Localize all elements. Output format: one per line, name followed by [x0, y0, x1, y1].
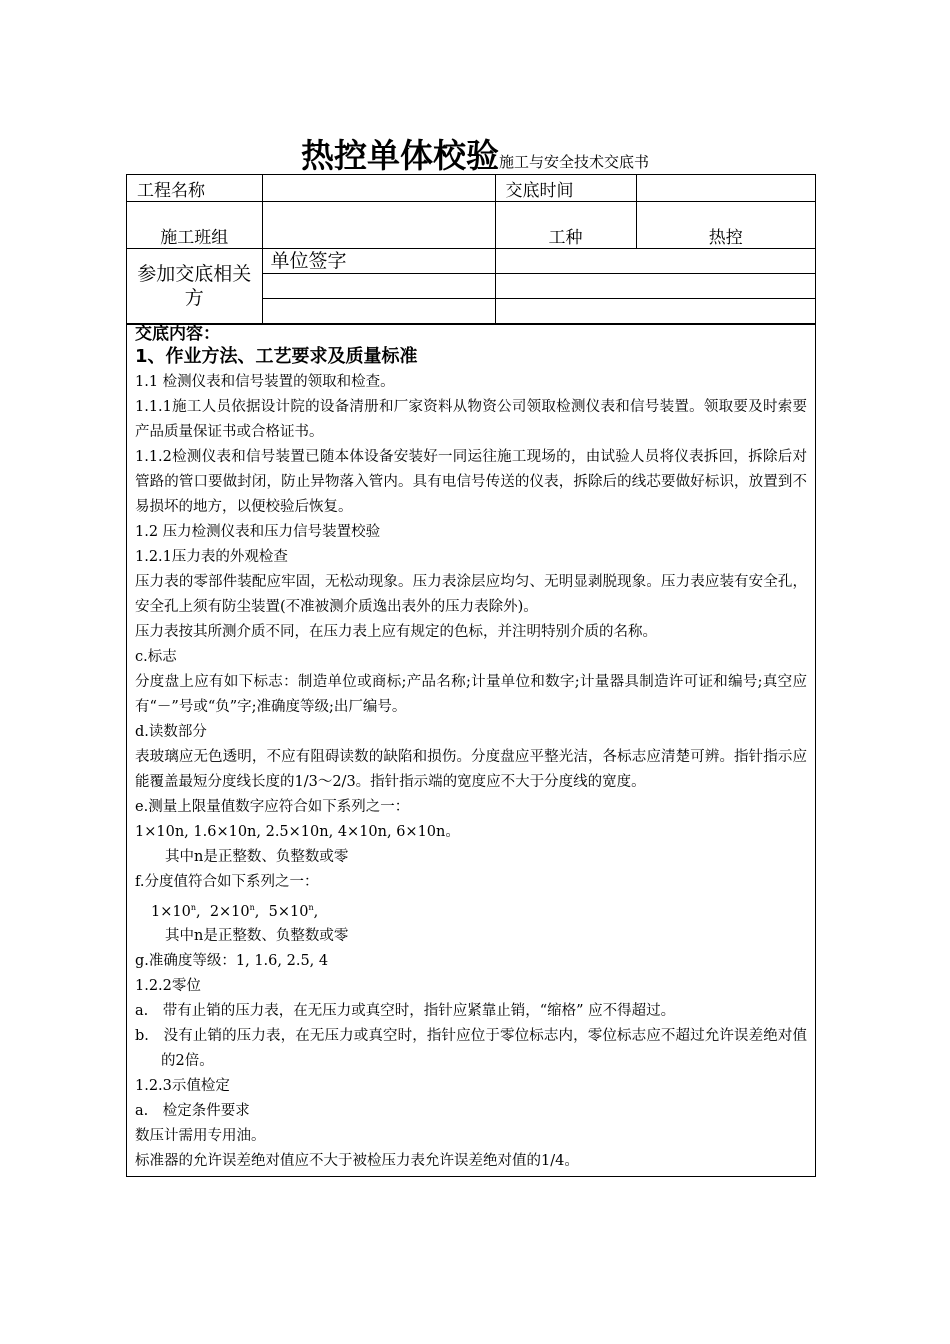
series-line: 1×10n, 1.6×10n, 2.5×10n, 4×10n, 6×10n。: [135, 823, 460, 840]
header-table: [127, 175, 815, 324]
content-section: [127, 324, 815, 1177]
sign-field-1[interactable]: [495, 248, 815, 273]
team-field[interactable]: [262, 201, 495, 248]
paragraph: 其中n是正整数、负整数或零: [165, 848, 349, 865]
paragraph: 表玻璃应无色透明，不应有阻碍读数的缺陷和损伤。分度盘应平整光洁，各标志应清楚可辨。指针指示应能覆盖最短分度线长度的1/3～2/3。指针指示端的宽度应不大于分度线的宽度。: [135, 748, 807, 790]
handover-time-field[interactable]: [636, 175, 815, 201]
paragraph: f.分度值符合如下系列之一：: [135, 873, 319, 890]
paragraph: 标准器的允许误差绝对值应不大于被检压力表允许误差绝对值的1/4。: [135, 1153, 579, 1170]
paragraph: 分度盘上应有如下标志：制造单位或商标;产品名称;计量单位和数字;计量器具制造许可证和编号;真空应有“－”号或“负”字;准确度等级;出厂编号。: [135, 673, 807, 715]
paragraph: 1.1.1施工人员依据设计院的设备清册和厂家资料从物资公司领取检测仪表和信号装置。领取要及时索要产品质量保证书或合格证书。: [135, 398, 807, 440]
title-main: 热控单体校验: [300, 136, 499, 175]
project-name-label: 工程名称: [127, 175, 262, 201]
paragraph: b. 没有止销的压力表，在无压力或真空时，指针应位于零位标志内，零位标志应不超过允许误差绝对值的2倍。: [135, 1028, 807, 1070]
trade-label: 工种: [495, 201, 636, 248]
parties-label: 参加交底相关方: [127, 248, 262, 323]
paragraph: 压力表按其所测介质不同，在压力表上应有规定的色标，并注明特别介质的名称。: [135, 623, 657, 640]
paragraph: 1.1.2检测仪表和信号装置已随本体设备安装好一同运往施工现场的，由试验人员将仪表拆回，拆除后对管路的管口要做封闭，防止异物落入管内。具有电信号传送的仪表，拆除后的线芯要做好标识，放置到不易损坏的地方，以便校验后恢复。: [135, 448, 807, 515]
paragraph: a. 带有止销的压力表，在无压力或真空时，指针应紧靠止销，“缩格” 应不得超过。: [135, 1003, 676, 1020]
paragraph: 压力表的零部件装配应牢固，无松动现象。压力表涂层应均匀、无明显剥脱现象。压力表应装有安全孔，安全孔上须有防尘装置(不准被测介质逸出表外的压力表除外)。: [135, 573, 807, 615]
handover-form: [126, 174, 816, 1177]
unit-sign-label: 单位签字: [262, 248, 495, 273]
paragraph: 1.2 压力检测仪表和压力信号装置校验: [135, 523, 381, 540]
paragraph: a. 检定条件要求: [135, 1103, 250, 1120]
paragraph: g.准确度等级：1, 1.6, 2.5, 4: [135, 953, 329, 970]
paragraph: c.标志: [135, 648, 177, 665]
sign-field-2[interactable]: [495, 273, 815, 298]
paragraph: 数压计需用专用油。: [135, 1128, 266, 1145]
document-title: [0, 130, 950, 177]
party-unit-field-2[interactable]: [262, 273, 495, 298]
paragraph: 1.2.3示值检定: [135, 1078, 230, 1095]
content-label: 交底内容：: [135, 323, 220, 344]
trade-value[interactable]: 热控: [636, 201, 815, 248]
paragraph: d.读数部分: [135, 723, 207, 740]
title-sub: 施工与安全技术交底书: [498, 153, 649, 171]
team-label: 施工班组: [127, 201, 262, 248]
project-name-field[interactable]: [262, 175, 495, 201]
paragraph: 1.1 检测仪表和信号装置的领取和检查。: [135, 373, 395, 390]
handover-time-label: 交底时间: [495, 175, 636, 201]
paragraph: 1.2.1压力表的外观检查: [135, 548, 288, 565]
paragraph: e.测量上限量值数字应符合如下系列之一：: [135, 798, 410, 815]
section-heading: 1、作业方法、工艺要求及质量标准: [135, 345, 418, 367]
paragraph: 1.2.2零位: [135, 978, 201, 995]
party-unit-field-3[interactable]: [262, 298, 495, 323]
series-line-sup: $1\times 10^n$, $2\times 10^n$, $5\times 10^n$,: [151, 902, 319, 920]
sign-field-3[interactable]: [495, 298, 815, 323]
paragraph: 其中n是正整数、负整数或零: [165, 928, 349, 945]
